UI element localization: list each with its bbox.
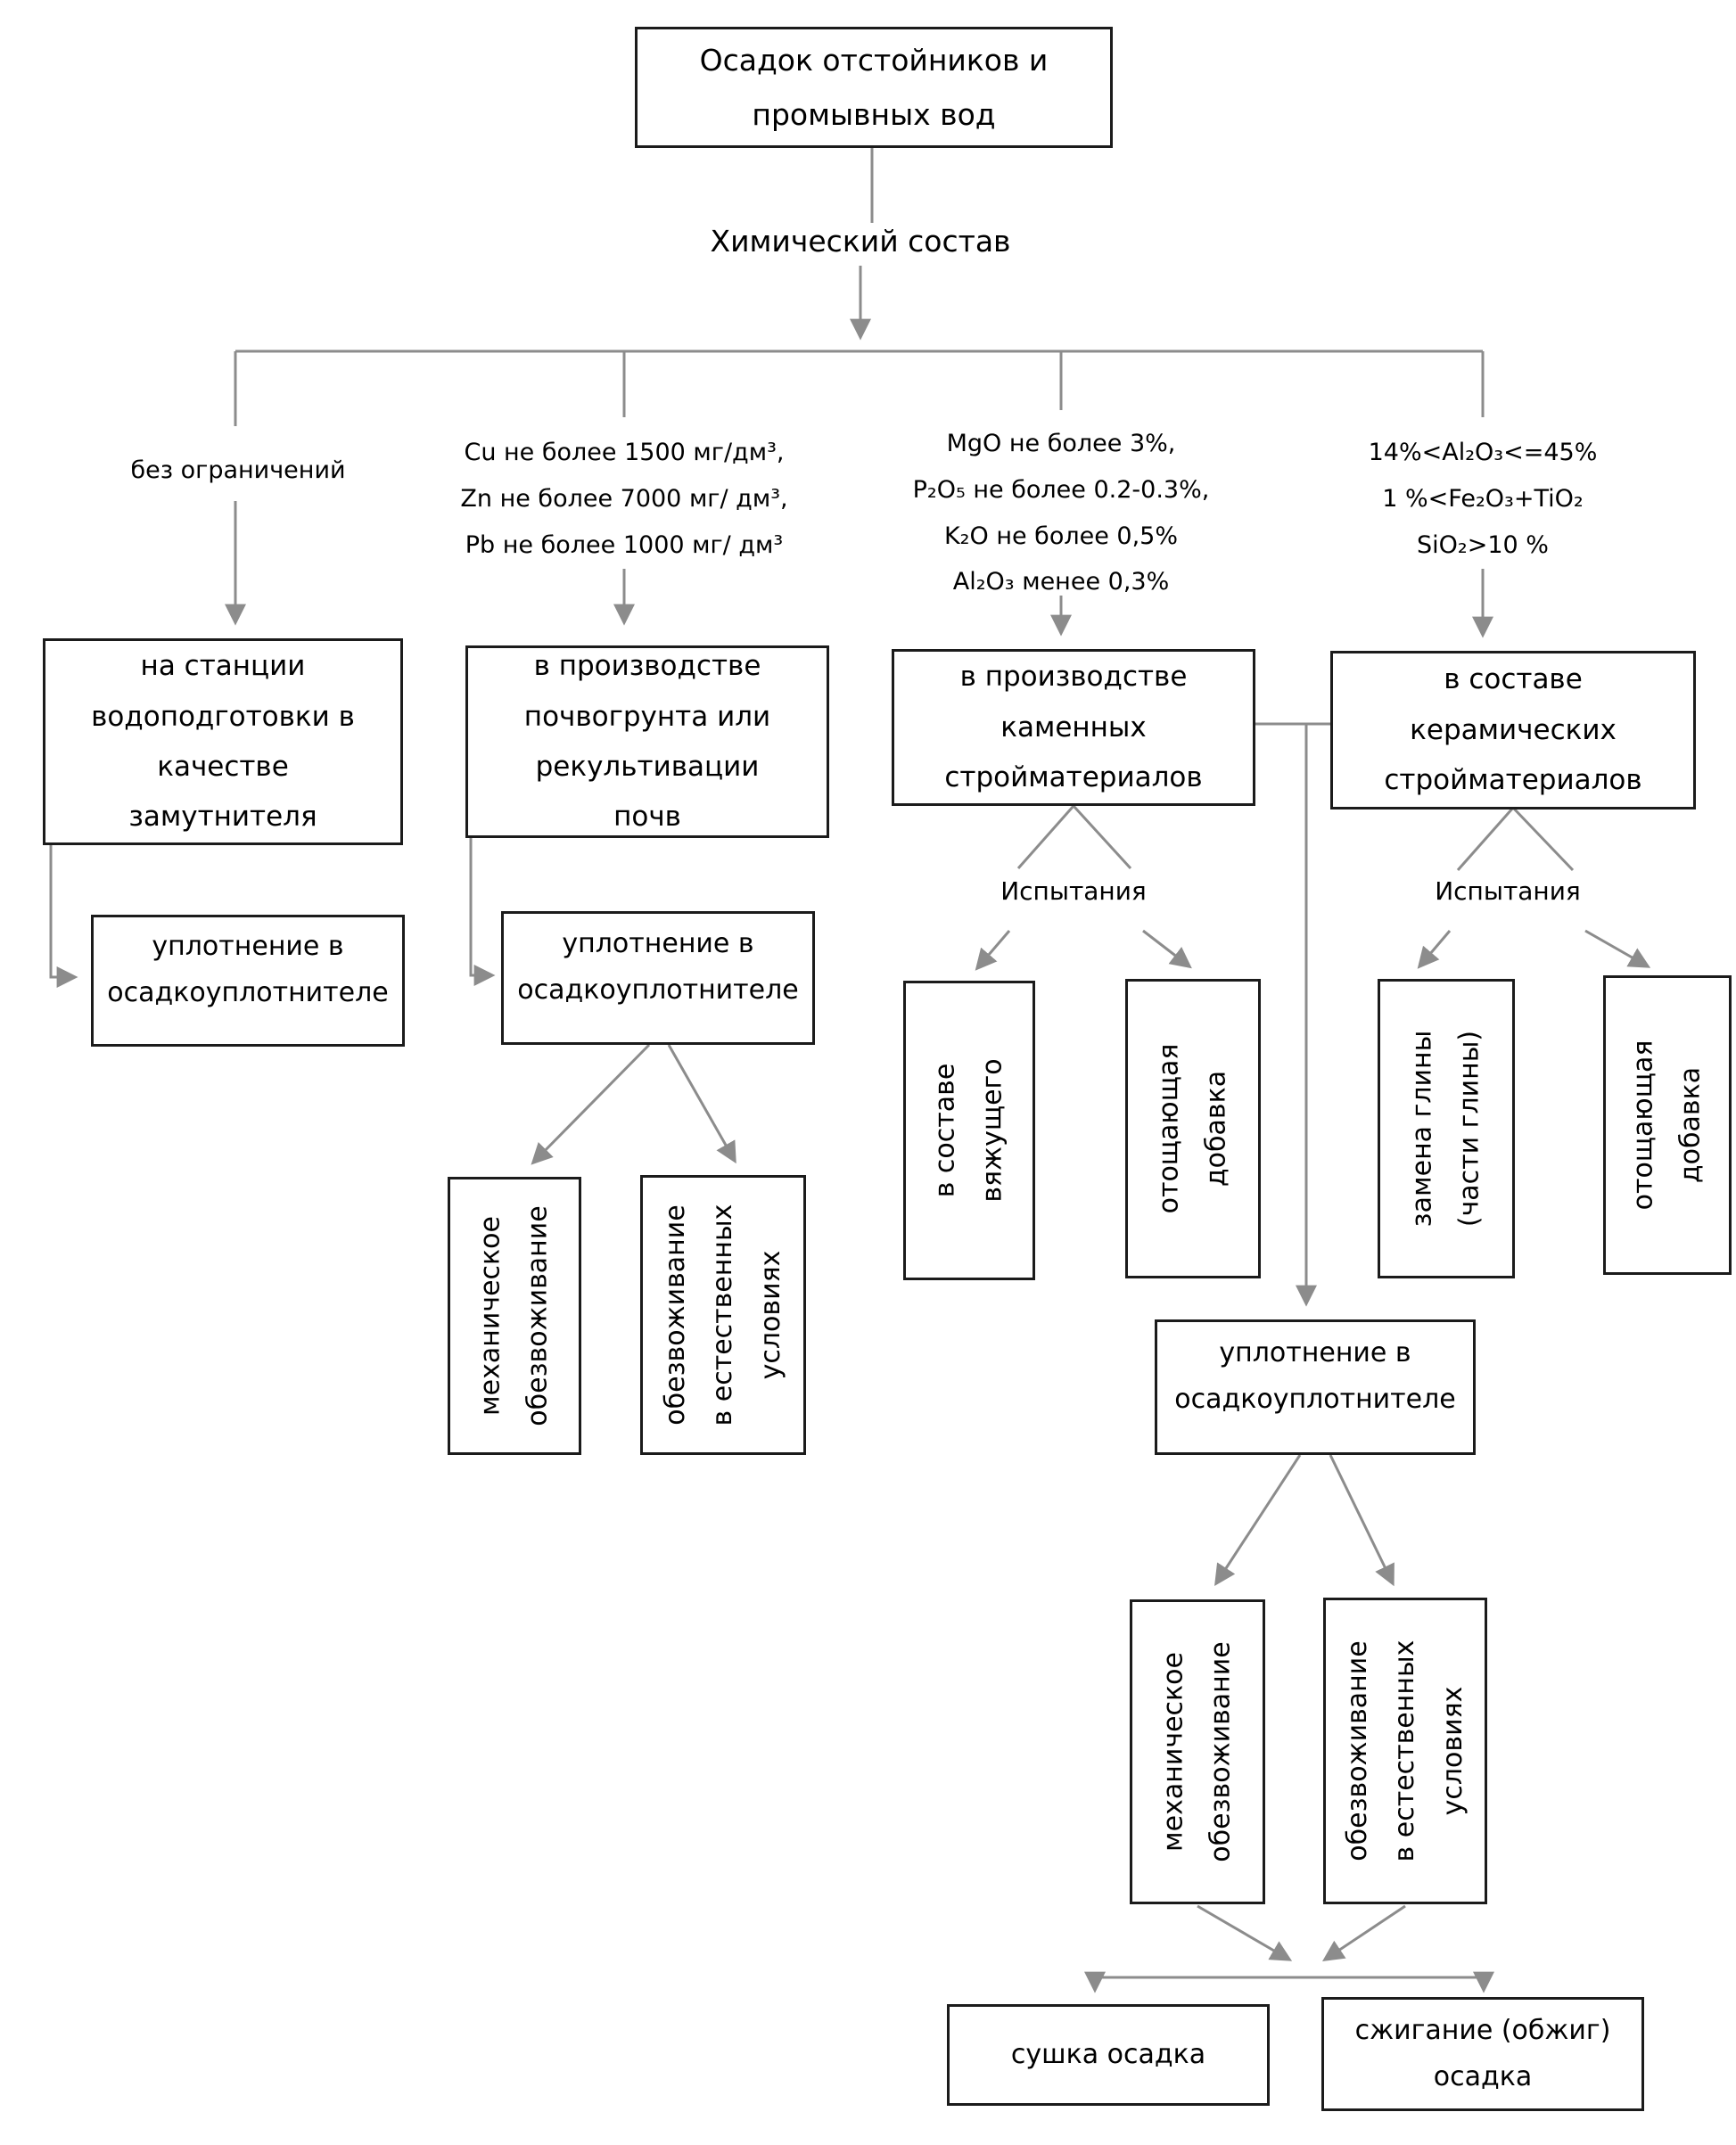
node-water-treatment-plant bbox=[43, 638, 403, 845]
node-line: в составе bbox=[1444, 663, 1583, 696]
node-thickening-3 bbox=[1155, 1319, 1476, 1455]
node-line: сжигание (обжиг) bbox=[1354, 2014, 1611, 2046]
node-ceramic-building-materials bbox=[1330, 651, 1696, 810]
node-line: замутнителя bbox=[128, 801, 317, 834]
node-line: в производстве bbox=[959, 661, 1188, 694]
node-line: качестве bbox=[157, 751, 289, 783]
node-line: уплотнение в bbox=[562, 927, 754, 959]
node-sludge-drying bbox=[947, 2004, 1270, 2106]
vertical-text: механическое обезвоживание bbox=[474, 1205, 554, 1426]
vertical-text: отощающая добавка bbox=[1153, 1043, 1232, 1214]
condition-line: Al₂O₃ менее 0,3% bbox=[952, 568, 1170, 596]
vertical-text: замена глины (части глины) bbox=[1406, 1030, 1485, 1228]
node-line: почв bbox=[613, 801, 681, 834]
vertical-text: обезвоживание в естественных условиях bbox=[659, 1204, 786, 1426]
node-line: почвогрунта или bbox=[523, 700, 771, 733]
condition-line: SiO₂>10 % bbox=[1417, 530, 1549, 559]
node-line: осадкоуплотнителе bbox=[107, 977, 389, 1008]
condition-line: 1 %<Fe₂O₃+TiO₂ bbox=[1382, 484, 1584, 513]
node-thickening-1 bbox=[91, 915, 405, 1047]
node-line: стройматериалов bbox=[1384, 764, 1642, 797]
condition-line: Zn не более 7000 мг/ дм³, bbox=[460, 484, 788, 513]
node-line: рекультивации bbox=[535, 751, 760, 783]
condition-stone-materials bbox=[843, 421, 1279, 605]
condition-line: MgO не более 3%, bbox=[946, 430, 1176, 457]
condition-line: без ограничений bbox=[130, 456, 346, 484]
node-lean-additive-1 bbox=[1125, 979, 1261, 1278]
node-line: осадкоуплотнителе bbox=[517, 974, 799, 1006]
condition-line: 14%<Al₂O₃<=45% bbox=[1368, 439, 1598, 466]
node-line: на станции bbox=[140, 650, 306, 683]
node-source-line: промывных вод bbox=[752, 97, 996, 132]
node-mechanical-dewatering-1 bbox=[448, 1177, 581, 1455]
condition-no-limits bbox=[100, 448, 376, 494]
node-stone-building-materials bbox=[892, 649, 1255, 806]
condition-line: K₂O не более 0,5% bbox=[943, 522, 1179, 550]
node-line: уплотнение в bbox=[1219, 1336, 1411, 1368]
node-line: уплотнение в bbox=[152, 930, 344, 962]
vertical-text: механическое обезвоживание bbox=[1157, 1641, 1237, 1862]
vertical-text: отощающая добавка bbox=[1627, 1040, 1707, 1211]
vertical-text: обезвоживание в естественных условиях bbox=[1341, 1640, 1469, 1862]
node-source-line: Осадок отстойников и bbox=[699, 42, 1049, 78]
node-line: керамических bbox=[1410, 713, 1617, 746]
node-natural-dewatering-2 bbox=[1323, 1598, 1487, 1904]
node-line: осадкоуплотнителе bbox=[1174, 1384, 1456, 1415]
node-line: в производстве bbox=[533, 650, 761, 683]
node-sludge-incineration bbox=[1321, 1997, 1644, 2111]
condition-line: Pb не более 1000 мг/ дм³ bbox=[465, 530, 784, 559]
condition-line: P₂O₅ не более 0.2-0.3%, bbox=[912, 475, 1210, 504]
node-source bbox=[635, 27, 1113, 148]
condition-line: Cu не более 1500 мг/дм³, bbox=[464, 439, 785, 466]
node-soil-production bbox=[465, 645, 829, 838]
label-chemical-composition: Химический состав bbox=[710, 224, 1011, 259]
node-line: сушка осадка bbox=[1010, 2038, 1206, 2070]
node-line: осадка bbox=[1433, 2061, 1533, 2092]
label-tests-ceramic: Испытания bbox=[1435, 876, 1581, 906]
node-lean-additive-2 bbox=[1603, 975, 1732, 1275]
node-natural-dewatering-1 bbox=[640, 1175, 806, 1455]
vertical-text: в составе вяжущего bbox=[929, 1058, 1008, 1203]
node-line: стройматериалов bbox=[944, 761, 1203, 794]
node-binder-component bbox=[903, 981, 1035, 1280]
label-tests-stone: Испытания bbox=[1000, 876, 1147, 906]
condition-heavy-metals bbox=[406, 430, 843, 568]
node-line: водоподготовки в bbox=[91, 700, 355, 733]
node-mechanical-dewatering-2 bbox=[1130, 1599, 1265, 1904]
node-line: каменных bbox=[1000, 711, 1147, 744]
node-thickening-2 bbox=[501, 911, 815, 1045]
condition-ceramic-materials bbox=[1264, 430, 1701, 568]
node-clay-replacement bbox=[1378, 979, 1515, 1278]
